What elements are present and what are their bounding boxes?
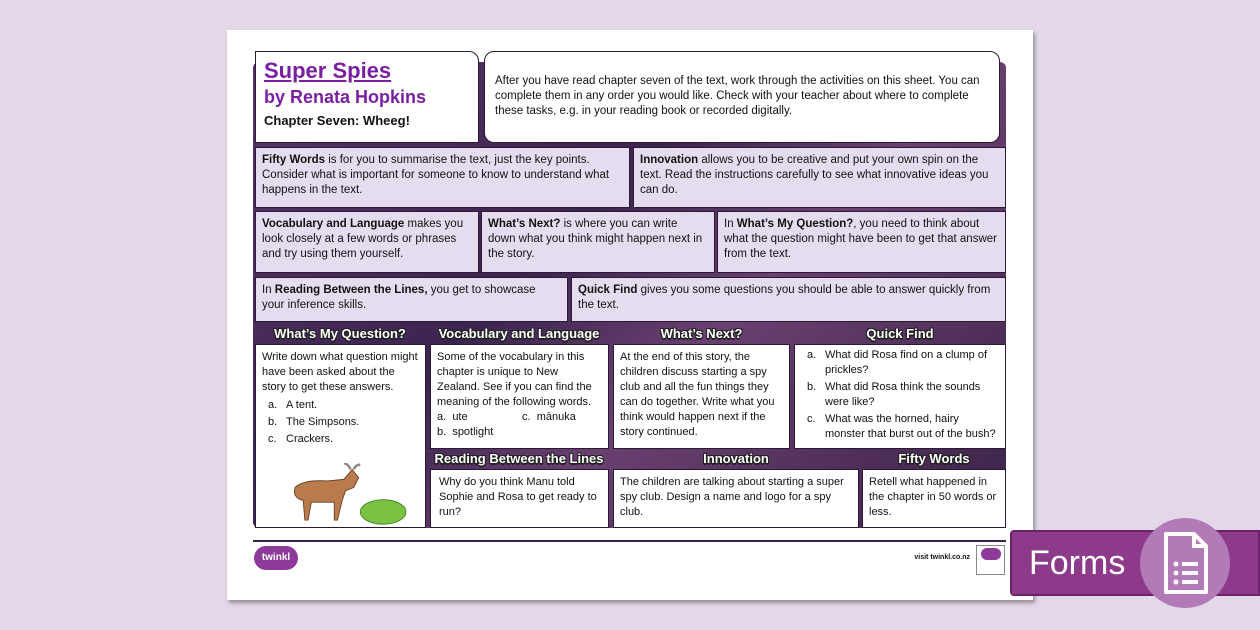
activity-quick-find — [794, 344, 1006, 449]
title-box — [255, 51, 479, 143]
list-item: a. A tent. — [268, 399, 318, 411]
header-quick-find: Quick Find — [866, 326, 934, 341]
activity-innovation: The children are talking about starting a super spy club. Design a name and logo for a spy club. — [613, 469, 859, 528]
list-item: c. Crackers. — [268, 433, 334, 445]
title: Super Spies — [264, 58, 392, 83]
desc-innovation: Innovation allows you to be creative and put your own spin on the text. Read the instructions carefully to see what innovative ideas you can do. — [633, 147, 1006, 208]
desc-whats-my-question: In What’s My Question?, you need to think about what the question might have been to get that answer from the text. — [717, 211, 1006, 273]
desc-reading-between: In Reading Between the Lines, you get to showcase your inference skills. — [255, 277, 568, 322]
forms-label: Forms — [1029, 544, 1126, 582]
author: by Renata Hopkins — [264, 87, 427, 107]
header-fifty-words: Fifty Words — [898, 451, 970, 466]
twinkl-logo: twinkl — [254, 546, 298, 570]
activity-reading-between: Why do you think Manu told Sophie and Rosa to get ready to run? — [430, 469, 609, 528]
header-vocabulary: Vocabulary and Language — [438, 326, 600, 341]
visit-link[interactable]: visit twinkl.co.nz — [914, 554, 970, 561]
list-item: c. What was the horned, hairy monster that burst out of the bush? — [807, 413, 996, 440]
list-item: b. The Simpsons. — [268, 416, 360, 428]
list-item: b. What did Rosa think the sounds were like? — [807, 381, 981, 408]
desc-fifty-words: Fifty Words is for you to summarise the text, just the key points. Consider what is important for someone to know to understand what happens in the text. — [255, 147, 630, 208]
curriculum-badge-icon — [976, 545, 1005, 575]
header-reading-between: Reading Between the Lines — [434, 451, 604, 466]
header-innovation: Innovation — [703, 451, 769, 466]
footer-divider — [253, 540, 1006, 542]
activity-whats-my-question: Write down what question might have been asked about the story to get these answers. a. A tent. b. The Simpsons. c. Crackers. — [255, 344, 426, 528]
desc-whats-next: What’s Next? is where you can write down what you think might happen next in the story. — [481, 211, 715, 273]
list-item: a. What did Rosa find on a clump of prickles? — [807, 349, 988, 376]
header-whats-next: What’s Next? — [660, 326, 743, 341]
chapter: Chapter Seven: Wheeg! — [264, 113, 410, 128]
header-whats-my-question: What’s My Question? — [274, 326, 406, 341]
intro-box — [484, 51, 1000, 143]
desc-vocabulary: Vocabulary and Language makes you look closely at a few words or phrases and try using them yourself. — [255, 211, 479, 273]
activity-whats-next: At the end of this story, the children discuss starting a spy club and all the fun things they can do together. Write what you think would happen next if the story continued. — [613, 344, 790, 449]
goat-illustration — [274, 463, 414, 525]
activity-fifty-words: Retell what happened in the chapter in 50 words or less. — [862, 469, 1006, 528]
desc-quick-find: Quick Find gives you some questions you should be able to answer quickly from the text. — [571, 277, 1006, 322]
forms-document-icon — [1140, 518, 1230, 608]
activity-vocabulary: Some of the vocabulary in this chapter is unique to New Zealand. See if you can find the meaning of the following words. a. ute c. mānuka b. spotlight — [430, 344, 609, 449]
intro-text: After you have read chapter seven of the text, work through the activities on this sheet. You can complete them in any order you would like. Check with your teacher about where to complete these tasks, e.g. in your reading book or recorded digitally. — [495, 75, 980, 117]
